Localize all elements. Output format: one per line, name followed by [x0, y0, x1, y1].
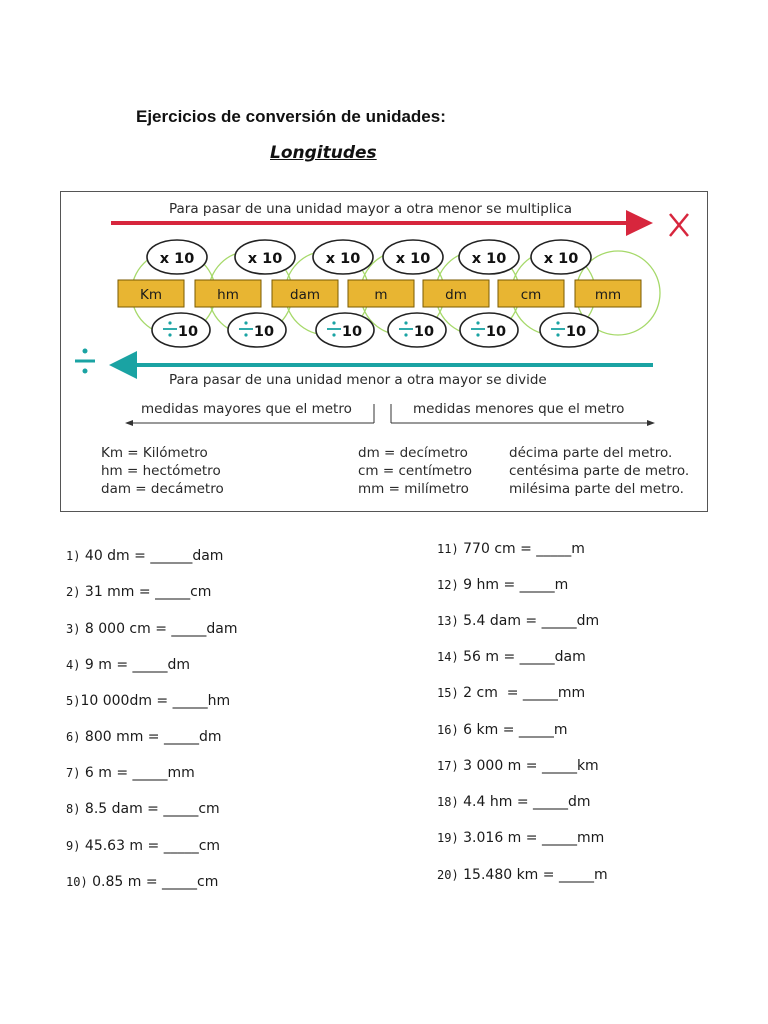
legend-dm: dm = decímetro: [358, 445, 468, 461]
exercise-3: 3) 8 000 cm = _____dam: [66, 621, 238, 637]
left-range-label: medidas mayores que el metro: [141, 401, 352, 417]
svg-text:10: 10: [485, 324, 507, 340]
legend-cm: cm = centímetro: [358, 463, 473, 479]
unit-box-hm: [195, 280, 261, 307]
unit-label: cm: [520, 287, 542, 303]
multiply-by-ten-oval: [459, 240, 519, 274]
legend-mm: mm = milímetro: [358, 481, 469, 497]
exercise-10: 10) 0.85 m = _____cm: [66, 874, 219, 890]
svg-text:x 10: x 10: [471, 251, 507, 267]
unit-box-dam: [272, 280, 338, 307]
exercise-15: 15) 2 cm = _____mm: [437, 685, 586, 701]
svg-text:x 10: x 10: [247, 251, 283, 267]
divide-by-ten-oval: [316, 313, 374, 347]
multiply-arrow-head: [626, 210, 653, 236]
divide-by-ten-oval: [228, 313, 286, 347]
legend-cm-desc: centésima parte de metro.: [509, 463, 690, 479]
exercise-13: 13) 5.4 dam = _____dm: [437, 613, 600, 629]
multiply-symbol-icon: [670, 214, 688, 236]
multiply-by-ten-oval: [147, 240, 207, 274]
exercise-1: 1) 40 dm = ______dam: [66, 548, 224, 564]
exercise-4: 4) 9 m = _____dm: [66, 657, 191, 673]
svg-text:10: 10: [253, 324, 275, 340]
svg-text:x 10: x 10: [159, 251, 195, 267]
unit-box-dm: [423, 280, 489, 307]
unit-label: hm: [217, 287, 239, 303]
divide-rule-text: Para pasar de una unidad menor a otra mayor se divide: [169, 372, 547, 388]
exercise-18: 18) 4.4 hm = _____dm: [437, 794, 591, 810]
exercise-2: 2) 31 mm = _____cm: [66, 584, 212, 600]
svg-text:x 10: x 10: [325, 251, 361, 267]
unit-label: dm: [445, 287, 467, 303]
conversion-diagram: [60, 191, 708, 512]
exercise-17: 17) 3 000 m = _____km: [437, 758, 599, 774]
svg-text:10: 10: [565, 324, 587, 340]
unit-label: dam: [290, 287, 320, 303]
worksheet-title: Ejercicios de conversión de unidades:: [136, 107, 446, 126]
svg-text:10: 10: [341, 324, 363, 340]
multiply-rule-text: Para pasar de una unidad mayor a otra menor se multiplica: [169, 201, 573, 217]
unit-box-mm: [575, 280, 641, 307]
worksheet-subtitle: Longitudes: [270, 143, 377, 163]
exercise-11: 11) 770 cm = _____m: [437, 541, 585, 557]
legend-km: Km = Kilómetro: [101, 445, 208, 461]
exercise-16: 16) 6 km = _____m: [437, 722, 568, 738]
exercise-20: 20) 15.480 km = _____m: [437, 867, 608, 883]
exercise-9: 9) 45.63 m = _____cm: [66, 838, 221, 854]
right-range-label: medidas menores que el metro: [413, 401, 625, 417]
legend-mm-desc: milésima parte del metro.: [509, 481, 684, 497]
unit-label: Km: [139, 287, 163, 303]
unit-box-km: [118, 280, 184, 307]
unit-label: mm: [594, 287, 622, 303]
svg-text:x 10: x 10: [395, 251, 431, 267]
legend-hm: hm = hectómetro: [101, 463, 221, 479]
divide-symbol-icon: [75, 349, 95, 374]
divide-by-ten-oval: [460, 313, 518, 347]
multiply-by-ten-oval: [235, 240, 295, 274]
exercise-12: 12) 9 hm = _____m: [437, 577, 569, 593]
multiply-by-ten-oval: [383, 240, 443, 274]
multiply-by-ten-oval: [531, 240, 591, 274]
svg-text:10: 10: [177, 324, 199, 340]
divide-arrow-head: [109, 351, 137, 379]
svg-text:x 10: x 10: [543, 251, 579, 267]
legend-dm-desc: décima parte del metro.: [509, 445, 673, 461]
multiply-by-ten-oval: [313, 240, 373, 274]
exercise-8: 8) 8.5 dam = _____cm: [66, 801, 220, 817]
unit-box-m: [348, 280, 414, 307]
exercise-5: 5)10 000dm = _____hm: [66, 693, 231, 709]
unit-box-cm: [498, 280, 564, 307]
exercise-6: 6) 800 mm = _____dm: [66, 729, 222, 745]
exercise-19: 19) 3.016 m = _____mm: [437, 830, 605, 846]
unit-label: m: [374, 287, 388, 303]
divide-by-ten-oval: [152, 313, 210, 347]
svg-text:10: 10: [413, 324, 435, 340]
exercise-7: 7) 6 m = _____mm: [66, 765, 195, 781]
divide-by-ten-oval: [388, 313, 446, 347]
legend-dam: dam = decámetro: [101, 481, 224, 497]
exercise-14: 14) 56 m = _____dam: [437, 649, 586, 665]
right-range-arrowhead: [647, 420, 655, 426]
left-range-arrowhead: [125, 420, 133, 426]
divide-by-ten-oval: [540, 313, 598, 347]
